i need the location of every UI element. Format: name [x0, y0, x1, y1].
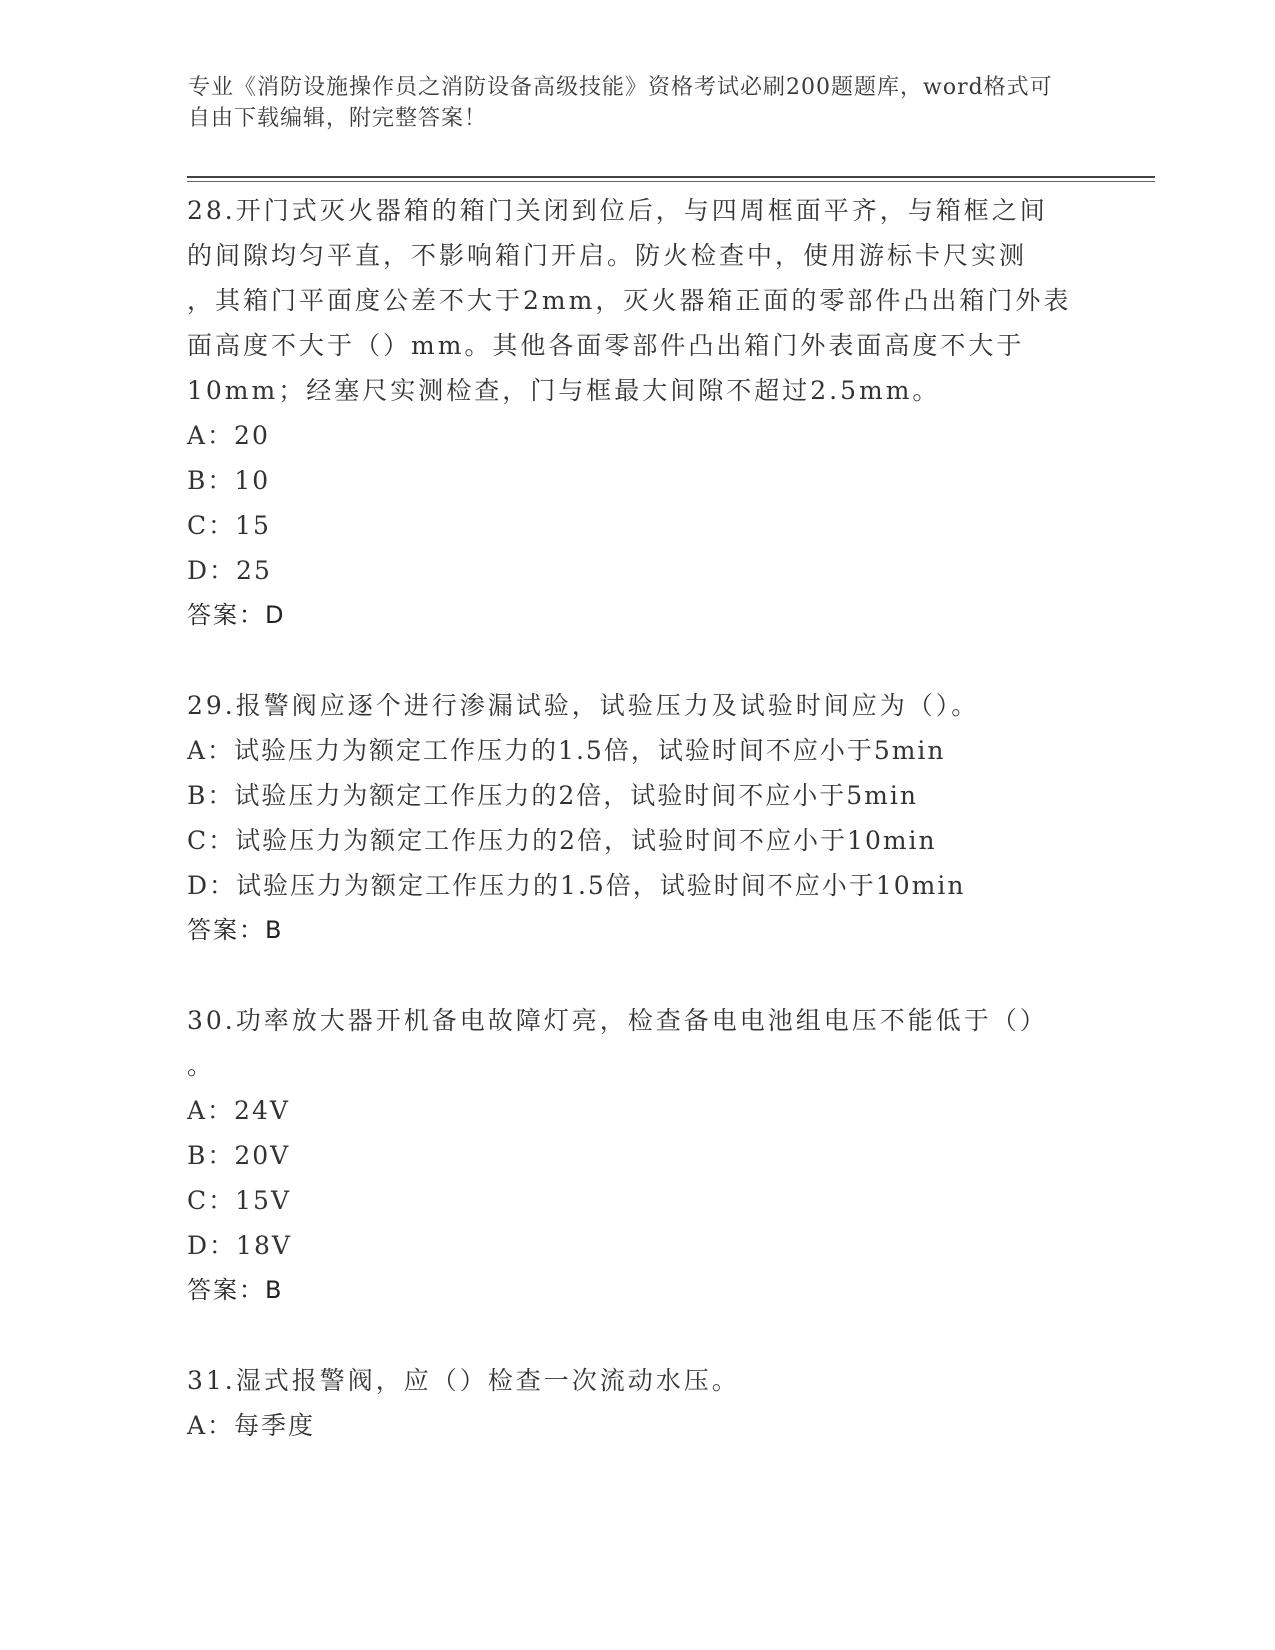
- question-spacer: [187, 953, 1087, 998]
- option-a: A：试验压力为额定工作压力的1.5倍，试验时间不应小于5min: [187, 736, 946, 765]
- option-b: B：20V: [187, 1141, 291, 1170]
- question-28: [187, 188, 1087, 638]
- option-a: A：20: [187, 421, 270, 450]
- question-stem-line: 29.报警阀应逐个进行渗漏试验，试验压力及试验时间应为（）。: [187, 691, 980, 720]
- option-c: C：15: [187, 511, 271, 540]
- answer-label: 答案：B: [187, 916, 284, 944]
- answer-label: 答案：D: [187, 601, 286, 629]
- option-c: C：试验压力为额定工作压力的2倍，试验时间不应小于10min: [187, 826, 937, 855]
- question-stem-line: 面高度不大于（）mm。其他各面零部件凸出箱门外表面高度不大于: [187, 331, 1025, 360]
- option-a: A：24V: [187, 1096, 290, 1125]
- question-spacer: [187, 1313, 1087, 1358]
- question-29: [187, 683, 1087, 953]
- option-d: D：25: [187, 556, 272, 585]
- document-header: [188, 72, 1068, 134]
- question-stem-line: 10mm；经塞尺实测检查，门与框最大间隙不超过2.5mm。: [187, 376, 941, 405]
- option-d: D：试验压力为额定工作压力的1.5倍，试验时间不应小于10min: [187, 871, 966, 900]
- question-stem-line: 30.功率放大器开机备电故障灯亮，检查备电电池组电压不能低于（）: [187, 1006, 1048, 1035]
- option-b: B：试验压力为额定工作压力的2倍，试验时间不应小于5min: [187, 781, 918, 810]
- header-divider-thick: [187, 176, 1155, 178]
- header-divider-thin: [187, 181, 1155, 182]
- option-a: A：每季度: [187, 1411, 316, 1440]
- answer-label: 答案：B: [187, 1276, 284, 1304]
- question-stem-line: 。: [187, 1051, 216, 1080]
- question-30: [187, 998, 1087, 1313]
- question-stem-line: 31.湿式报警阀，应（）检查一次流动水压。: [187, 1366, 740, 1395]
- question-spacer: [187, 638, 1087, 683]
- question-list: [187, 188, 1087, 1448]
- option-b: B：10: [187, 466, 271, 495]
- document-title: 专业《消防设施操作员之消防设备高级技能》资格考试必刷200题题库，word格式可自由下载编辑，附完整答案！: [188, 75, 1053, 131]
- question-stem-line: ，其箱门平面度公差不大于2mm，灭火器箱正面的零部件凸出箱门外表: [187, 286, 1072, 315]
- question-stem-line: 28.开门式灭火器箱的箱门关闭到位后，与四周框面平齐，与箱框之间: [187, 196, 1048, 225]
- question-stem-line: 的间隙均匀平直，不影响箱门开启。防火检查中，使用游标卡尺实测: [187, 241, 1028, 270]
- option-c: C：15V: [187, 1186, 291, 1215]
- question-31: [187, 1358, 1087, 1448]
- option-d: D：18V: [187, 1231, 292, 1260]
